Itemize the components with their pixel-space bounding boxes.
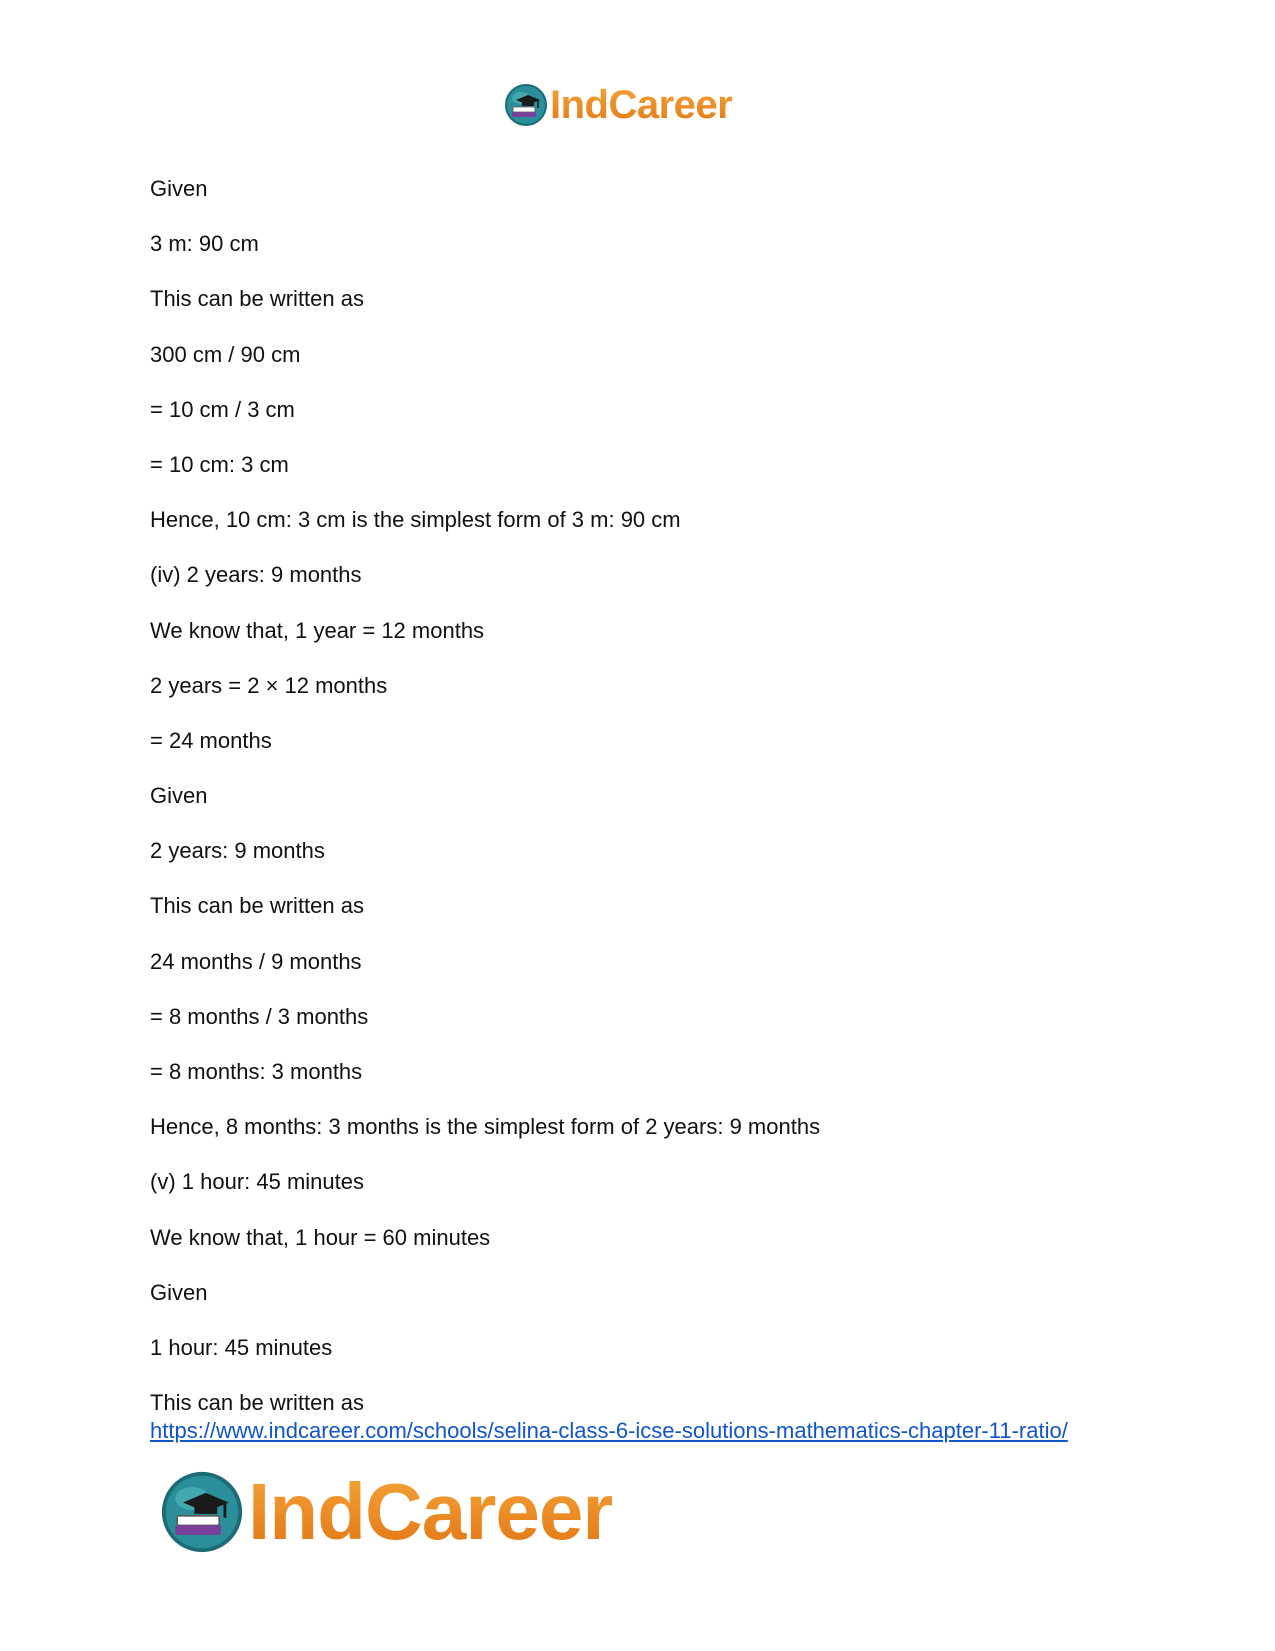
body-line: Given bbox=[150, 1279, 208, 1305]
body-line: 3 m: 90 cm bbox=[150, 231, 259, 257]
body-line: This can be written as bbox=[150, 1390, 364, 1416]
body-line: 1 hour: 45 minutes bbox=[150, 1334, 333, 1360]
header-logo-text: IndCareer bbox=[550, 82, 733, 127]
header-logo bbox=[504, 80, 732, 130]
body-line: 300 cm / 90 cm bbox=[150, 341, 301, 367]
footer-logo bbox=[160, 1462, 612, 1562]
body-line: Given bbox=[150, 176, 208, 201]
body-line: 2 years = 2 × 12 months bbox=[150, 672, 388, 698]
body-line: This can be written as bbox=[150, 286, 364, 312]
globe-book-icon bbox=[504, 83, 548, 127]
source-link[interactable]: https://www.indcareer.com/schools/selina-class-6-icse-solutions-mathematics-chapter-11-ratio/ bbox=[150, 1418, 1068, 1443]
body-line: We know that, 1 hour = 60 minutes bbox=[150, 1224, 491, 1250]
body-line: (iv) 2 years: 9 months bbox=[150, 562, 362, 588]
body-line: (v) 1 hour: 45 minutes bbox=[150, 1169, 364, 1195]
body-line: 2 years: 9 months bbox=[150, 838, 325, 864]
body-line: = 24 months bbox=[150, 727, 272, 753]
solution-body bbox=[150, 176, 1150, 1445]
body-line: Hence, 8 months: 3 months is the simplest form of 2 years: 9 months bbox=[150, 1114, 821, 1140]
body-line: This can be written as bbox=[150, 893, 364, 919]
body-line: = 10 cm: 3 cm bbox=[150, 451, 289, 477]
body-line: Given bbox=[150, 783, 208, 809]
body-line: = 8 months: 3 months bbox=[150, 1059, 363, 1084]
body-line: = 10 cm / 3 cm bbox=[150, 396, 295, 422]
body-line: Hence, 10 cm: 3 cm is the simplest form of 3 m: 90 cm bbox=[150, 507, 681, 533]
body-line: We know that, 1 year = 12 months bbox=[150, 617, 485, 643]
body-line: = 8 months / 3 months bbox=[150, 1003, 369, 1029]
footer-logo-text: IndCareer bbox=[248, 1467, 613, 1556]
globe-book-icon bbox=[160, 1470, 244, 1554]
body-line: 24 months / 9 months bbox=[150, 948, 362, 974]
